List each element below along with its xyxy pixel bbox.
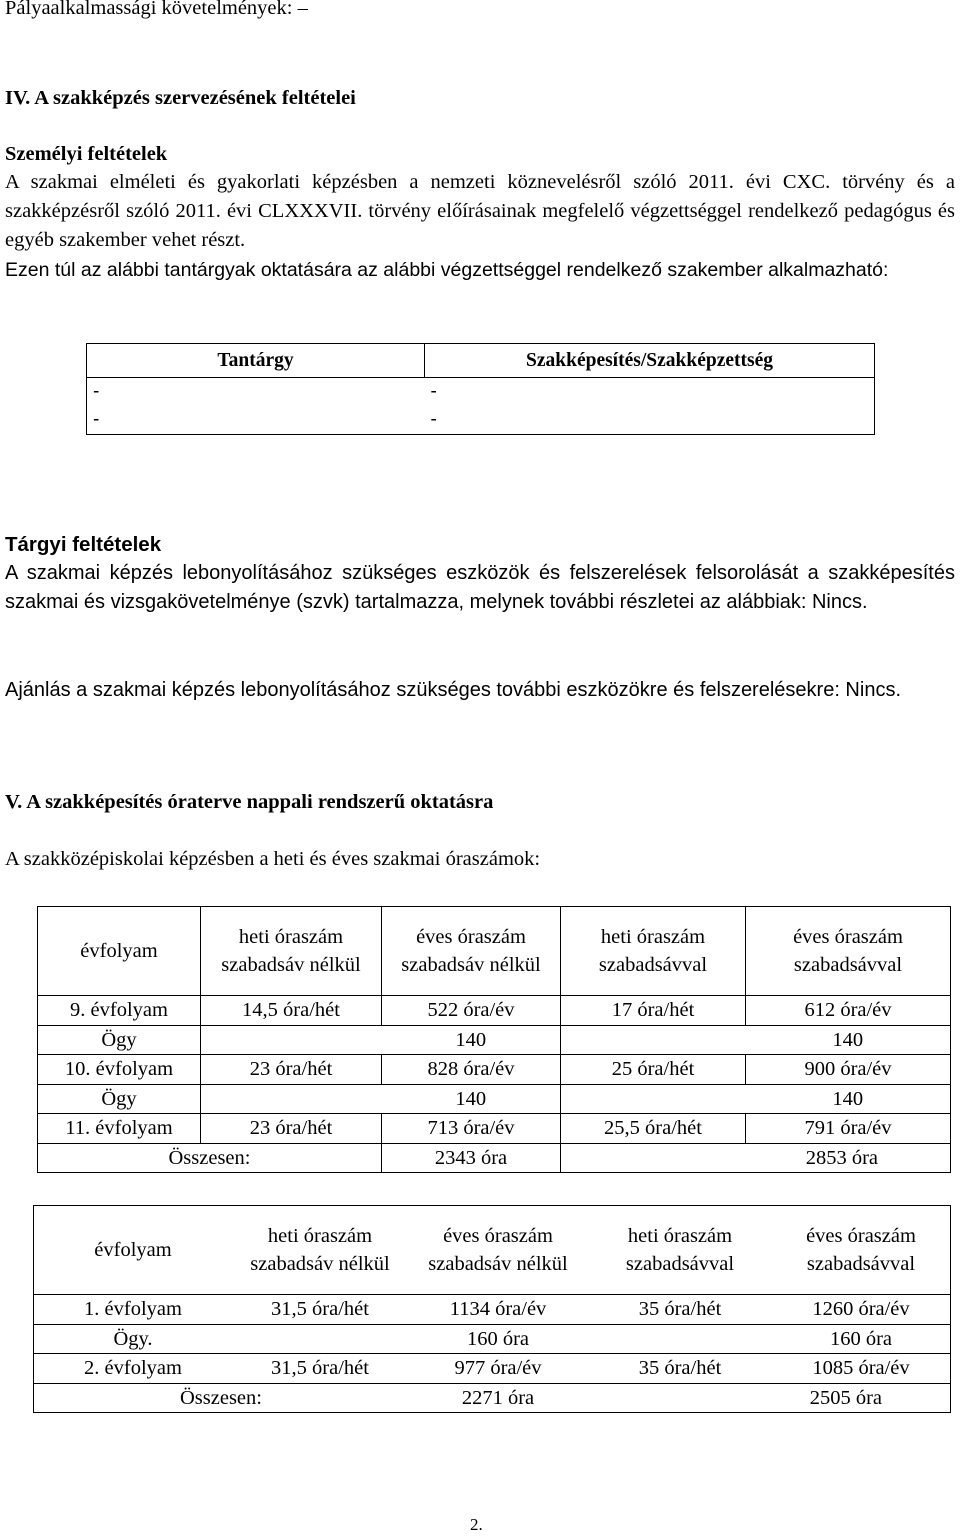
yearly-without-cell: 713 óra/év xyxy=(382,1114,561,1144)
grade-cell: Ögy xyxy=(38,1025,201,1055)
subject-cell: - xyxy=(87,378,425,407)
total-without-cell: 2271 óra xyxy=(408,1383,588,1413)
section-5-title: V. A szakképesítés óraterve nappali rendszerű oktatásra xyxy=(5,791,494,813)
subject-table xyxy=(86,343,875,435)
table-row xyxy=(87,378,875,407)
total-label: Összesen: xyxy=(34,1383,409,1413)
yearly-with-cell: 160 óra xyxy=(772,1324,951,1354)
weekly-without-cell: 23 óra/hét xyxy=(201,1114,382,1144)
yearly-with-cell: 140 xyxy=(746,1025,951,1055)
weekly-without-cell xyxy=(232,1324,408,1354)
weekly-with-cell: 25,5 óra/hét xyxy=(561,1114,746,1144)
weekly-without-header: heti óraszám szabadsáv nélkül xyxy=(201,907,382,996)
yearly-with-cell: 900 óra/év xyxy=(746,1055,951,1085)
yearly-without-cell: 140 xyxy=(382,1084,561,1114)
weekly-with-cell xyxy=(561,1025,746,1055)
table-row xyxy=(87,406,875,435)
yearly-with-cell: 1260 óra/év xyxy=(772,1295,951,1325)
grade-cell: 1. évfolyam xyxy=(34,1295,233,1325)
recommendation-text: Ajánlás a szakmai képzés lebonyolításához szükséges további eszközökre és felszerelésekre: Nincs. xyxy=(5,679,901,701)
hours-intro: A szakközépiskolai képzésben a heti és éves szakmai óraszámok: xyxy=(5,848,541,870)
personal-text: A szakmai elméleti és gyakorlati képzésben a nemzeti köznevelésről szóló 2011. évi CXC. törvény és a szakképzésről szóló 2011. évi CLXXXVII. törvény előírásainak megfelelő végzettséggel rendelkező pedagógus és egyéb szakember vehet részt. xyxy=(5,171,955,251)
grade-cell: 10. évfolyam xyxy=(38,1055,201,1085)
requirements-line: Pályaalkalmassági követelmények: – xyxy=(5,0,308,19)
weekly-without-cell: 14,5 óra/hét xyxy=(201,996,382,1026)
weekly-without-cell: 31,5 óra/hét xyxy=(232,1354,408,1384)
weekly-with-cell: 35 óra/hét xyxy=(588,1354,772,1384)
qualification-cell: - xyxy=(425,406,875,435)
yearly-without-cell: 160 óra xyxy=(408,1324,588,1354)
material-text: A szakmai képzés lebonyolításához szükséges eszközök és felszerelések felsorolását a szakképesítés szakmai és vizsgakövetelménye (szvk) tartalmazza, melynek további részletei az alábbiak: Nincs. xyxy=(5,562,955,613)
personal-heading: Személyi feltételek xyxy=(5,143,168,165)
yearly-without-cell: 522 óra/év xyxy=(382,996,561,1026)
weekly-without-cell: 31,5 óra/hét xyxy=(232,1295,408,1325)
material-heading: Tárgyi feltételek xyxy=(5,533,162,556)
yearly-with-cell: 140 xyxy=(746,1084,951,1114)
weekly-without-cell xyxy=(201,1025,382,1055)
total-with-cell: 2853 óra xyxy=(561,1143,951,1173)
grade-cell: Ögy xyxy=(38,1084,201,1114)
page-number: 2. xyxy=(470,1515,483,1534)
table-total-row xyxy=(38,1143,951,1173)
weekly-with-cell: 17 óra/hét xyxy=(561,996,746,1026)
qualification-cell: - xyxy=(425,378,875,407)
yearly-with-cell: 612 óra/év xyxy=(746,996,951,1026)
table-row xyxy=(38,1025,951,1055)
grade-cell: 9. évfolyam xyxy=(38,996,201,1026)
table-row xyxy=(34,1354,951,1384)
total-without-cell: 2343 óra xyxy=(382,1143,561,1173)
qualification-header: Szakképesítés/Szakképzettség xyxy=(425,344,875,378)
table-row xyxy=(38,1084,951,1114)
hours-table-1 xyxy=(37,906,951,1173)
grade-cell: Ögy. xyxy=(34,1324,233,1354)
total-label: Összesen: xyxy=(38,1143,382,1173)
weekly-without-header: heti óraszám szabadsáv nélkül xyxy=(232,1206,408,1295)
yearly-with-header: éves óraszám szabadsávval xyxy=(772,1206,951,1295)
grade-cell: 11. évfolyam xyxy=(38,1114,201,1144)
weekly-with-cell: 25 óra/hét xyxy=(561,1055,746,1085)
table-row xyxy=(38,1114,951,1144)
table-row xyxy=(38,996,951,1026)
hours-table-2 xyxy=(33,1205,951,1413)
table-header-row xyxy=(38,907,951,996)
weekly-with-cell xyxy=(561,1084,746,1114)
weekly-with-header: heti óraszám szabadsávval xyxy=(561,907,746,996)
subject-header: Tantárgy xyxy=(87,344,425,378)
table-total-row xyxy=(34,1383,951,1413)
table-row xyxy=(38,1055,951,1085)
grade-header: évfolyam xyxy=(38,907,201,996)
yearly-without-header: éves óraszám szabadsáv nélkül xyxy=(382,907,561,996)
yearly-without-cell: 1134 óra/év xyxy=(408,1295,588,1325)
weekly-with-cell xyxy=(588,1324,772,1354)
yearly-without-header: éves óraszám szabadsáv nélkül xyxy=(408,1206,588,1295)
weekly-with-header: heti óraszám szabadsávval xyxy=(588,1206,772,1295)
grade-header: évfolyam xyxy=(34,1206,233,1295)
weekly-with-cell: 35 óra/hét xyxy=(588,1295,772,1325)
personal-text-2: Ezen túl az alábbi tantárgyak oktatására az alábbi végzettséggel rendelkező szakember alkalmazható: xyxy=(5,259,889,281)
table-row xyxy=(34,1295,951,1325)
yearly-without-cell: 977 óra/év xyxy=(408,1354,588,1384)
subject-cell: - xyxy=(87,406,425,435)
yearly-with-cell: 1085 óra/év xyxy=(772,1354,951,1384)
yearly-with-cell: 791 óra/év xyxy=(746,1114,951,1144)
weekly-without-cell xyxy=(201,1084,382,1114)
weekly-without-cell: 23 óra/hét xyxy=(201,1055,382,1085)
section-4-title: IV. A szakképzés szervezésének feltételei xyxy=(5,87,356,109)
yearly-without-cell: 140 xyxy=(382,1025,561,1055)
yearly-with-header: éves óraszám szabadsávval xyxy=(746,907,951,996)
table-header-row xyxy=(34,1206,951,1295)
table-row xyxy=(34,1324,951,1354)
total-with-cell: 2505 óra xyxy=(588,1383,951,1413)
yearly-without-cell: 828 óra/év xyxy=(382,1055,561,1085)
grade-cell: 2. évfolyam xyxy=(34,1354,233,1384)
